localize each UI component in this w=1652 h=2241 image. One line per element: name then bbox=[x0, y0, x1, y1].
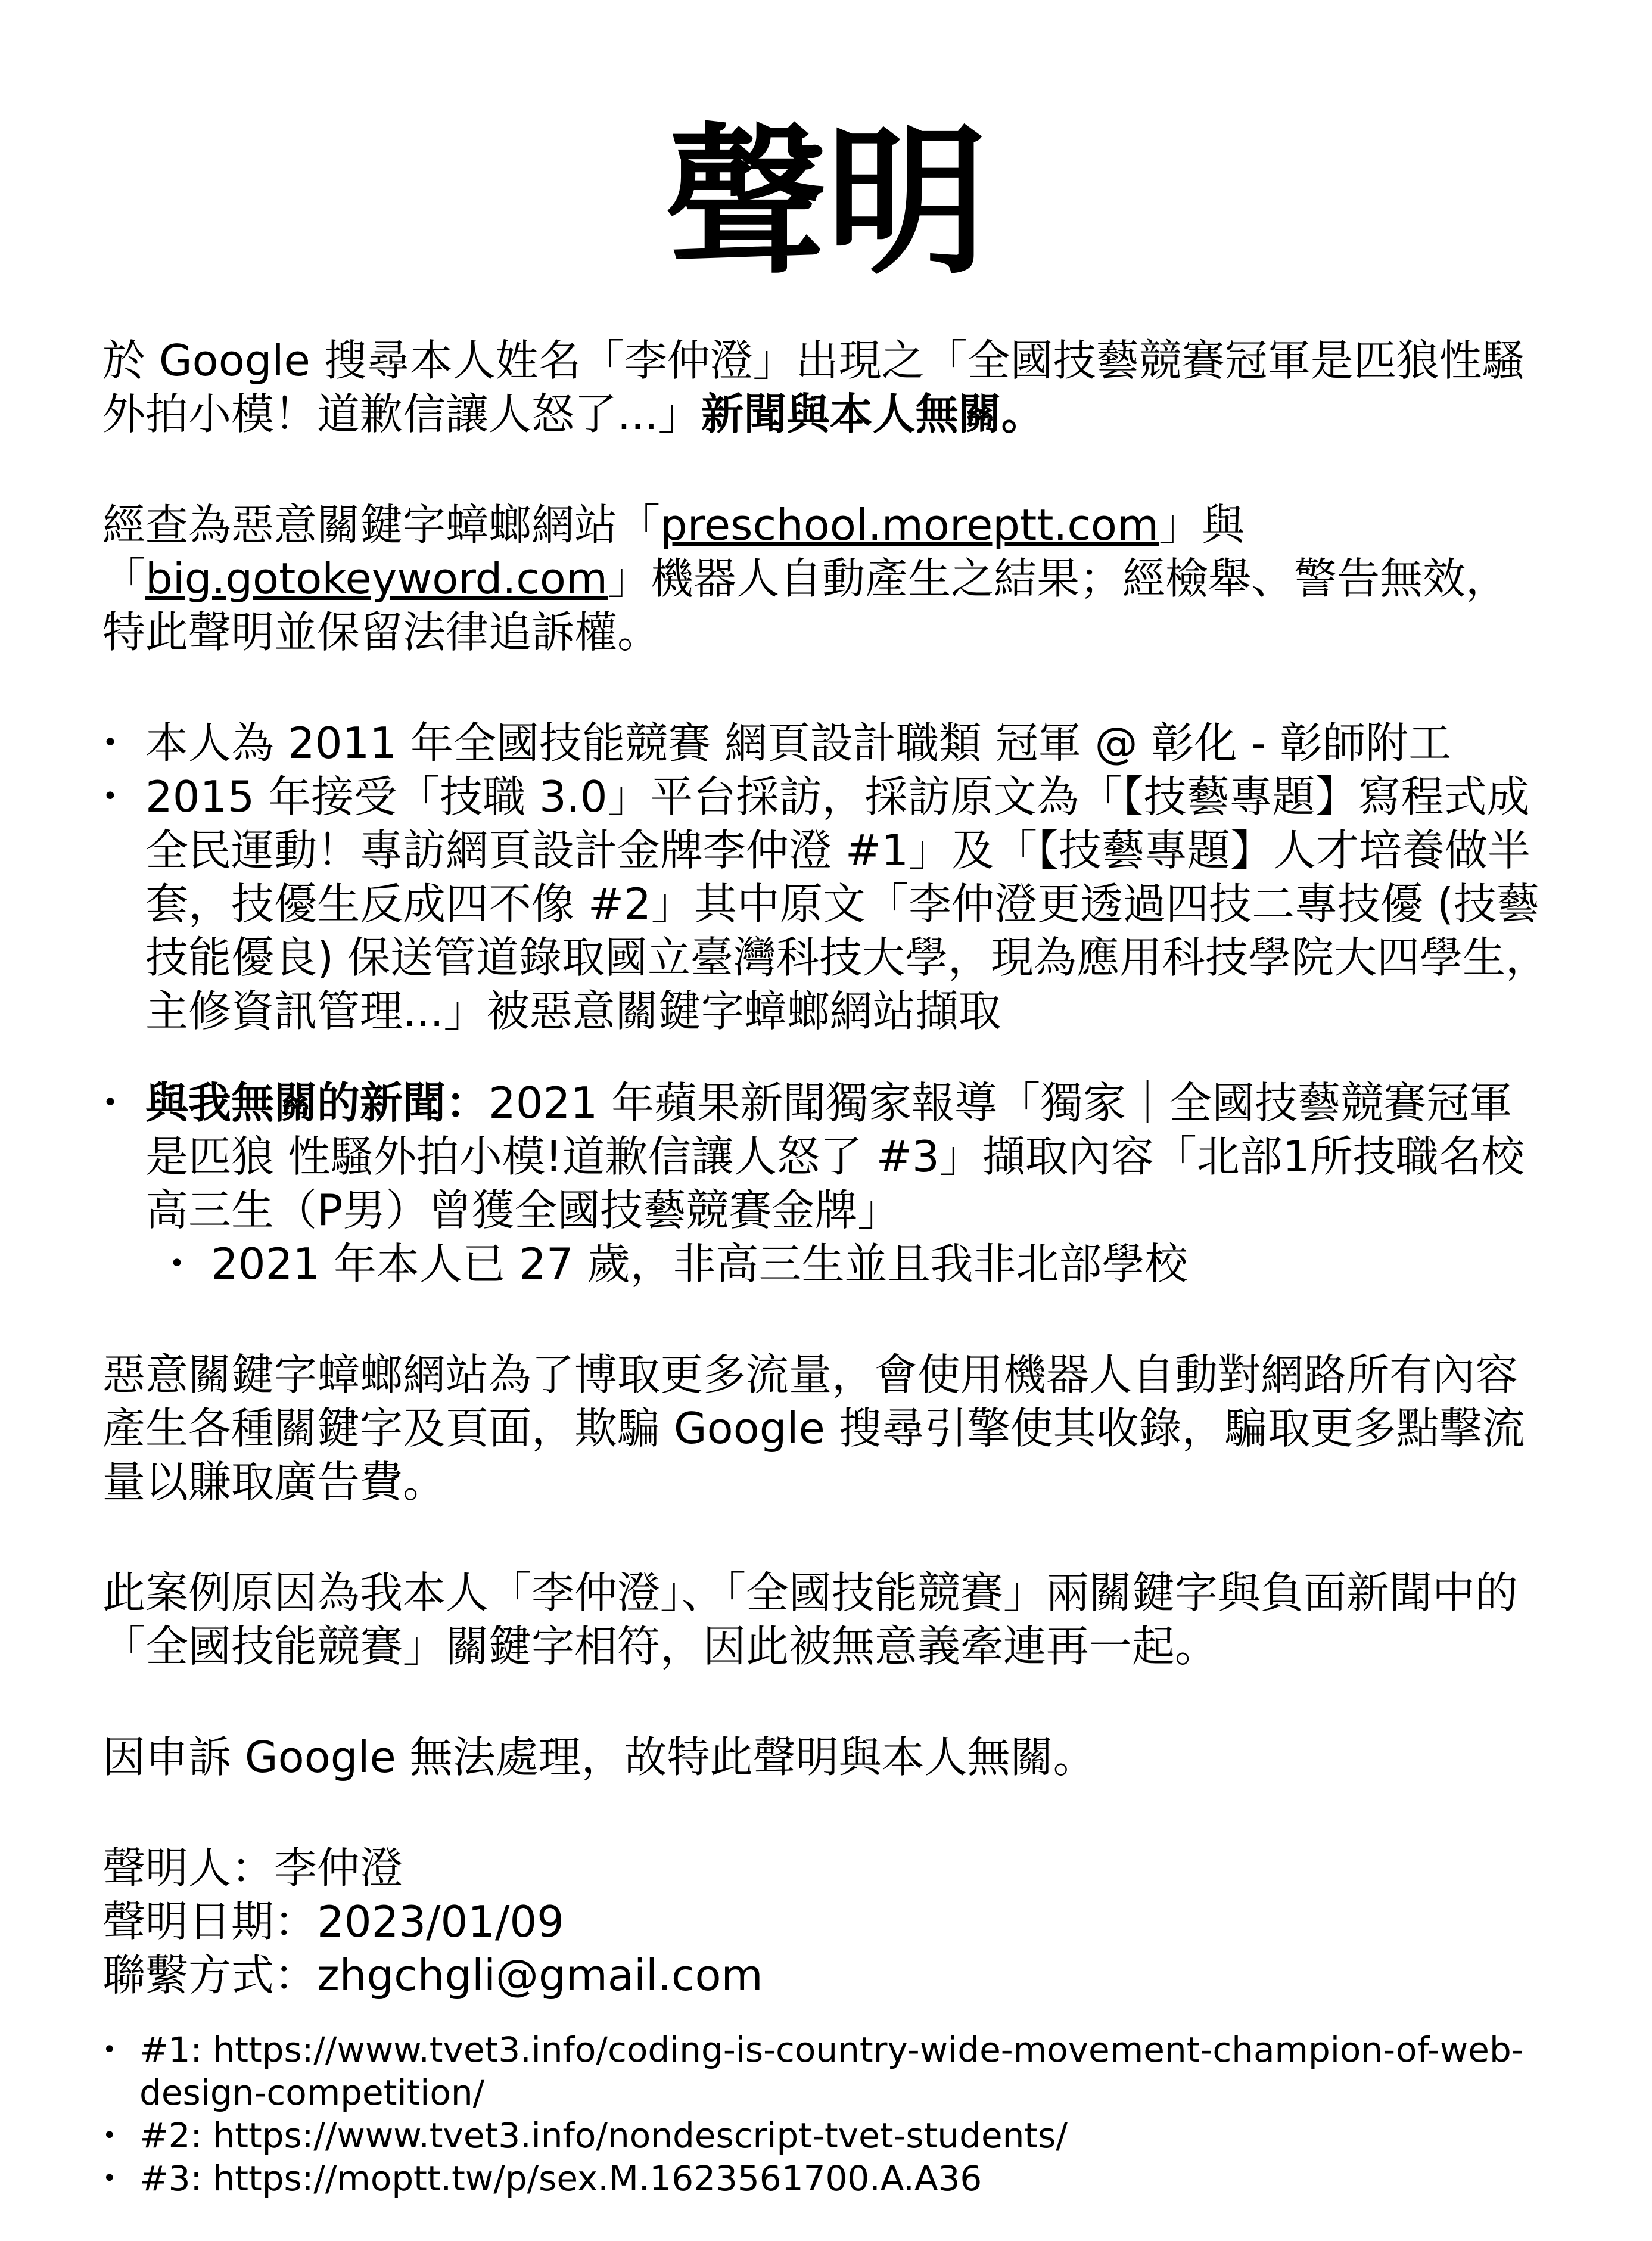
cause-paragraph: 此案例原因為我本人「李仲澄」、「全國技能競賽」兩關鍵字與負面新聞中的「全國技能競賽」關鍵字相符，因此被無意義牽連再一起。 bbox=[102, 1568, 1519, 1671]
statement-document bbox=[102, 108, 1550, 2200]
reference-list bbox=[102, 2028, 1550, 2200]
signature-date: 聲明日期：2023/01/09 bbox=[102, 1897, 564, 1947]
preschool-moreptt-link[interactable]: preschool.moreptt.com bbox=[660, 500, 1159, 550]
unrelated-news-list bbox=[102, 1076, 1550, 1291]
investigation-paragraph bbox=[102, 498, 1550, 659]
intro-bold-text: 新聞與本人無關。 bbox=[701, 389, 1044, 439]
reference-item-3[interactable]: • #3: https://moptt.tw/p/sex.M.1623561700.A.A36 bbox=[102, 2157, 1550, 2200]
spam-explanation-paragraph: 惡意關鍵字蟑螂網站為了博取更多流量，會使用機器人自動對網路所有內容產生各種關鍵字及頁面，欺騙 Google 搜尋引擎使其收錄，騙取更多點擊流量以賺取廣告費。 bbox=[102, 1350, 1525, 1507]
sublist-item-age: • 2021 年本人已 27 歲，非高三生並且我非北部學校 bbox=[145, 1237, 1550, 1291]
appeal-paragraph: 因申訴 Google 無法處理，故特此聲明與本人無關。 bbox=[102, 1732, 1096, 1782]
investigation-text-2: 」與「 bbox=[102, 500, 1245, 604]
investigation-text-3: 」機器人自動產生之結果；經檢舉、警告無效，特此聲明並保留法律追訴權。 bbox=[102, 554, 1509, 657]
unrelated-news-label: 與我無關的新聞： bbox=[145, 1078, 489, 1128]
list-item-unrelated-news bbox=[102, 1076, 1550, 1291]
list-item-champion: • 本人為 2011 年全國技能競賽 網頁設計職類 冠軍 @ 彰化 - 彰師附工 bbox=[102, 716, 1550, 770]
intro-paragraph bbox=[102, 334, 1550, 441]
signature-name: 聲明人：李仲澄 bbox=[102, 1843, 403, 1893]
unrelated-news-sublist bbox=[145, 1237, 1550, 1291]
list-item-interview: • 2015 年接受「技職 3.0」平台採訪，採訪原文為「【技藝專題】寫程式成全民運動！專訪網頁設計金牌李仲澄 #1」及「【技藝專題】人才培養做半套，技優生反成四不像 #2」其中原文「李仲澄更透過四技二專技優 (技藝技能優良) 保送管道錄取國立臺灣科技大學，現為應用科技學院大四學生，主修資訊管理...」被惡意關鍵字蟑螂網站擷取 bbox=[102, 770, 1550, 1038]
intro-text: 於 Google 搜尋本人姓名「李仲澄」出現之「全國技藝競賽冠軍是匹狼性騷外拍小模！道歉信讓人怒了...」 bbox=[102, 335, 1525, 439]
big-gotokeyword-link[interactable]: big.gotokeyword.com bbox=[145, 554, 608, 604]
reference-item-1[interactable]: • #1: https://www.tvet3.info/coding-is-country-wide-movement-champion-of-web-design-competition/ bbox=[102, 2028, 1550, 2114]
background-list bbox=[102, 716, 1550, 1038]
signature-contact: 聯繫方式：zhgchgli@gmail.com bbox=[102, 1950, 763, 2000]
signature-block bbox=[102, 1841, 1550, 2002]
reference-item-2[interactable]: • #2: https://www.tvet3.info/nondescript-tvet-students/ bbox=[102, 2114, 1550, 2157]
investigation-text-1: 經查為惡意關鍵字蟑螂網站「 bbox=[102, 500, 661, 550]
unrelated-news-text: 2021 年蘋果新聞獨家報導「獨家｜全國技藝競賽冠軍是匹狼 性騷外拍小模!道歉信讓人怒了 #3」擷取內容「北部1所技職名校高三生（P男）曾獲全國技藝競賽金牌」 bbox=[145, 1078, 1525, 1235]
document-title: 聲明 bbox=[665, 108, 987, 296]
